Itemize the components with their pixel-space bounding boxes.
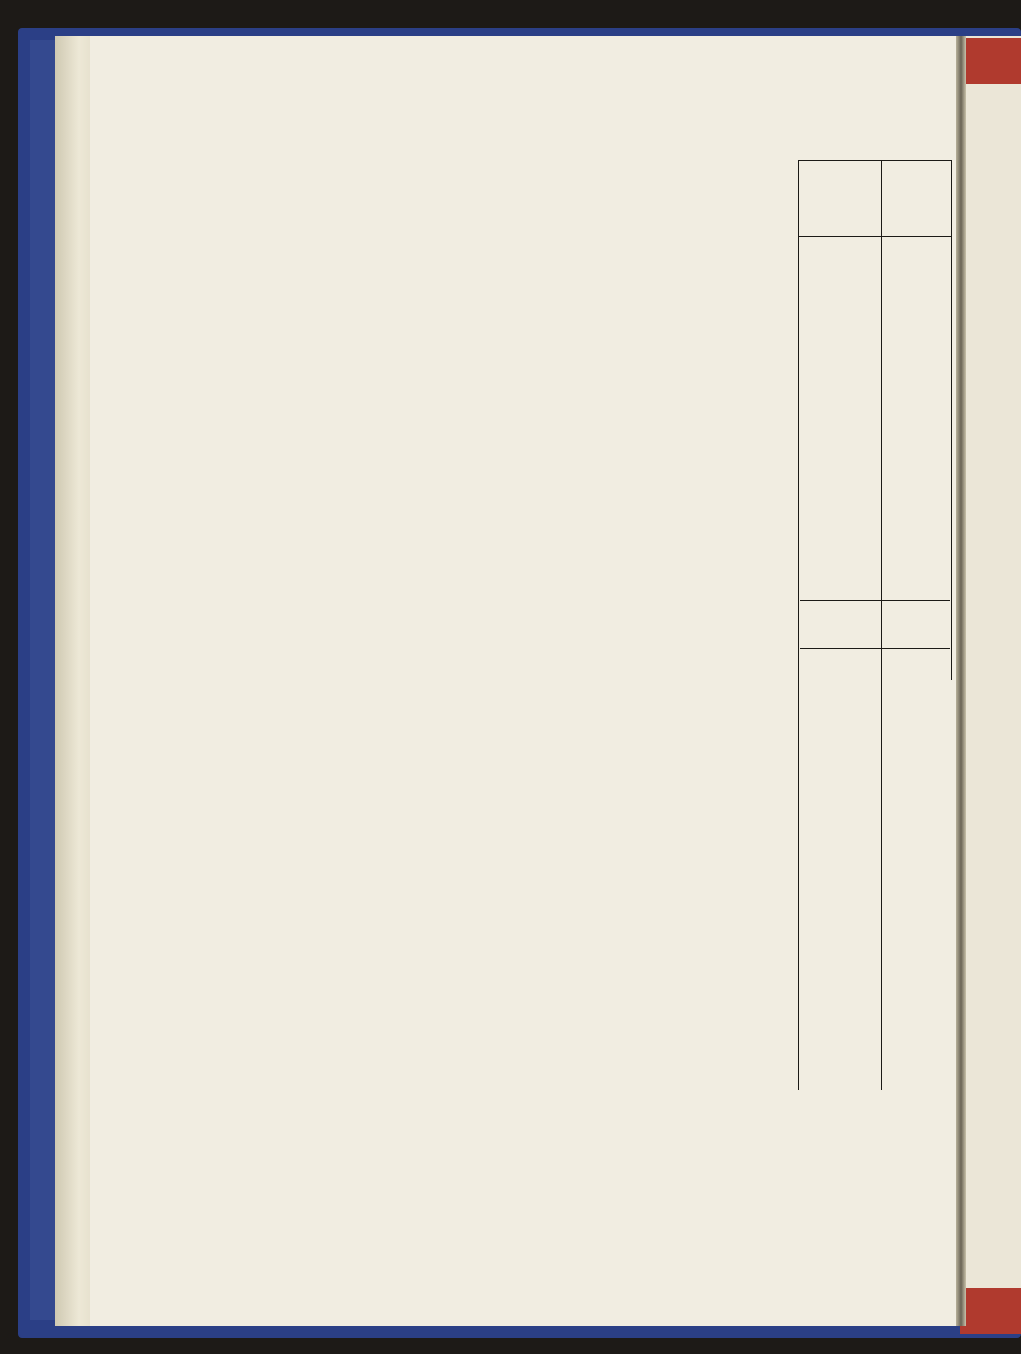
column-rule-right <box>951 160 952 680</box>
table-header-rule <box>798 236 952 237</box>
column-rule-left <box>798 160 799 1090</box>
total-pensions-row <box>186 605 956 625</box>
red-bookmark-top <box>960 38 1021 84</box>
table-top-rule <box>798 160 952 161</box>
facing-page <box>963 36 1021 1326</box>
subtotal-rule <box>800 600 950 601</box>
book-page <box>90 36 960 1326</box>
page-gutter <box>956 36 966 1326</box>
column-rule-mid <box>881 160 882 1090</box>
red-bookmark-bottom <box>960 1288 1021 1334</box>
total-insurance-row <box>186 654 956 674</box>
page-stack-edge <box>55 36 95 1326</box>
total-rule <box>800 648 950 649</box>
